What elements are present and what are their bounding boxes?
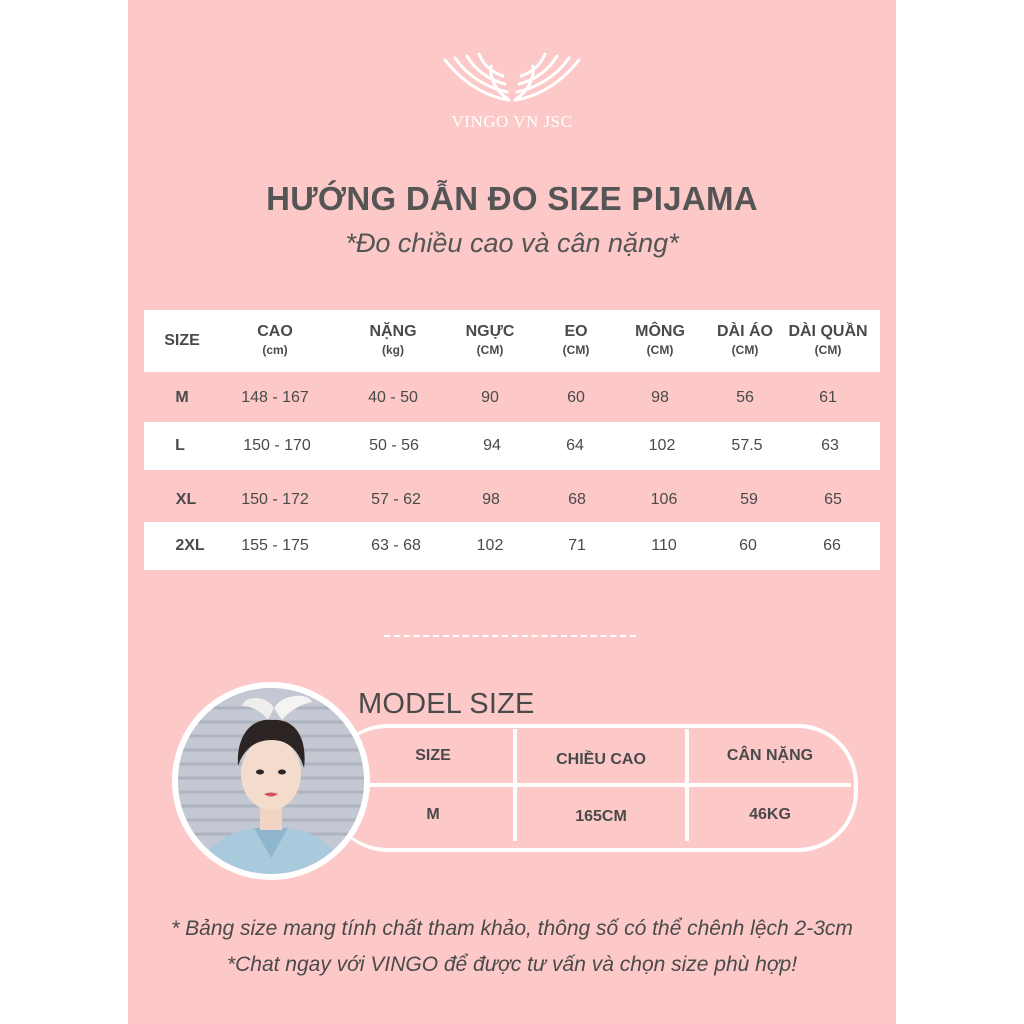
row-chest: 94 [483, 437, 501, 454]
header-pants-length: DÀI QUẦN (CM) [788, 323, 868, 357]
row-hip: 98 [651, 389, 669, 406]
angel-wings-icon [437, 48, 587, 106]
row-shirt-length: 60 [739, 537, 757, 554]
row-waist: 68 [568, 491, 586, 508]
chat-note: *Chat ngay với VINGO để được tư vấn và chọn size phù hợp! [226, 953, 798, 976]
row-height: 148 - 167 [241, 389, 309, 406]
page-subtitle: *Đo chiều cao và cân nặng* [345, 228, 679, 258]
page-title: HƯỚNG DẪN ĐO SIZE PIJAMA [266, 180, 758, 217]
model-header-height: CHIỀU CAO [556, 751, 646, 768]
table-row [144, 522, 880, 570]
header-chest: NGỰC (CM) [465, 323, 515, 357]
model-value-weight: 46KG [749, 806, 791, 823]
row-size: XL [175, 491, 197, 508]
row-size: M [175, 389, 189, 406]
row-shirt-length: 56 [736, 389, 754, 406]
row-weight: 63 - 68 [371, 537, 421, 554]
model-value-size: M [426, 806, 440, 823]
row-chest: 102 [476, 537, 504, 554]
header-waist: EO (CM) [562, 323, 590, 357]
row-size: 2XL [175, 537, 205, 554]
row-weight: 50 - 56 [369, 437, 419, 454]
table-row [144, 374, 880, 422]
row-waist: 64 [566, 437, 584, 454]
header-hip: MÔNG (CM) [635, 323, 685, 357]
row-hip: 106 [650, 491, 678, 508]
dashed-divider [384, 635, 636, 637]
row-chest: 98 [482, 491, 500, 508]
model-size-title: MODEL SIZE [358, 688, 535, 720]
row-shirt-length: 57.5 [731, 437, 763, 454]
header-shirt-length: DÀI ÁO (CM) [717, 323, 773, 357]
model-portrait-image [178, 688, 364, 874]
row-hip: 110 [651, 537, 677, 554]
row-pants-length: 63 [821, 437, 839, 454]
row-hip: 102 [648, 437, 676, 454]
size-guide-poster [128, 0, 896, 1024]
model-value-height: 165CM [575, 808, 627, 825]
model-photo [172, 682, 370, 880]
header-height: CAO (cm) [257, 323, 293, 357]
row-pants-length: 61 [819, 389, 837, 406]
row-weight: 40 - 50 [368, 389, 418, 406]
row-pants-length: 66 [823, 537, 841, 554]
row-weight: 57 - 62 [371, 491, 421, 508]
model-header-weight: CÂN NẶNG [726, 747, 814, 764]
reference-note: * Bảng size mang tính chất tham khảo, thông số có thể chênh lệch 2-3cm [171, 917, 853, 940]
row-shirt-length: 59 [740, 491, 758, 508]
table-row [144, 422, 880, 470]
row-waist: 71 [568, 537, 586, 554]
row-waist: 60 [567, 389, 585, 406]
row-height: 150 - 170 [243, 437, 311, 454]
row-pants-length: 65 [824, 491, 842, 508]
brand-name: VINGO VN JSC [451, 112, 573, 131]
model-size-table [353, 729, 851, 841]
row-chest: 90 [481, 389, 499, 406]
header-size: SIZE [164, 332, 200, 349]
table-row [144, 476, 880, 524]
header-weight: NẶNG (kg) [369, 323, 417, 357]
row-size: L [175, 437, 185, 454]
row-height: 150 - 172 [241, 491, 309, 508]
row-height: 155 - 175 [241, 537, 309, 554]
size-table-header [144, 310, 880, 372]
model-header-size: SIZE [415, 747, 451, 764]
brand-logo [128, 48, 896, 132]
